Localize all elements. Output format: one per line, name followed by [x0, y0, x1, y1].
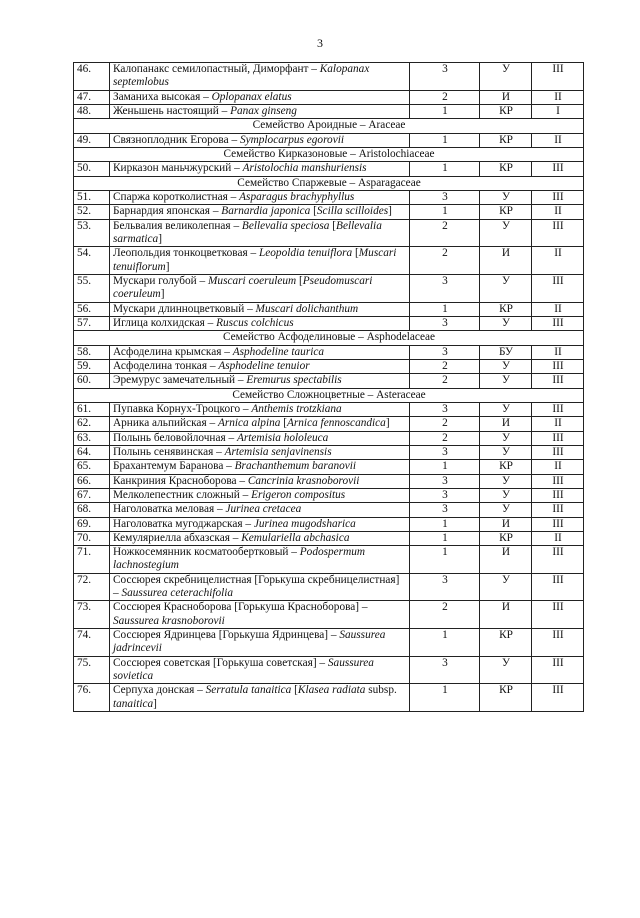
- protection-class: III: [532, 219, 584, 247]
- name-text: Мелколепестник сложный –: [113, 488, 252, 501]
- species-name: [110, 133, 410, 147]
- family-header-row: [74, 388, 584, 402]
- table-row: [74, 359, 584, 373]
- latin-name: Anthemis trotzkiana: [251, 402, 342, 415]
- name-text: Спаржа коротколистная –: [113, 190, 240, 203]
- status-code: И: [480, 517, 532, 531]
- protection-class: III: [532, 431, 584, 445]
- latin-name: Kemulariella abchasica: [241, 531, 350, 544]
- rarity-category: 3: [410, 656, 480, 684]
- species-name: [110, 503, 410, 517]
- species-name: [110, 205, 410, 219]
- species-name: [110, 63, 410, 91]
- row-number: 57.: [74, 316, 110, 330]
- name-text: Калопанакс семилопастный, Диморфант –: [113, 63, 320, 75]
- name-text: Пупавка Корнух-Троцкого –: [113, 402, 252, 415]
- protection-class: III: [532, 503, 584, 517]
- protection-class: III: [532, 656, 584, 684]
- row-number: 76.: [74, 684, 110, 712]
- table-row: [74, 345, 584, 359]
- row-number: 68.: [74, 503, 110, 517]
- species-name: [110, 104, 410, 118]
- table-row: [74, 460, 584, 474]
- status-code: КР: [480, 460, 532, 474]
- latin-name: Erigeron compositus: [251, 488, 346, 501]
- row-number: 61.: [74, 402, 110, 416]
- protection-class: III: [532, 359, 584, 373]
- rarity-category: 2: [410, 374, 480, 388]
- rarity-category: 2: [410, 219, 480, 247]
- latin-name: Saussurea sovietica: [113, 656, 374, 683]
- row-number: 58.: [74, 345, 110, 359]
- latin-name: Asphodeline taurica: [232, 345, 325, 358]
- name-text: Асфоделина крымская –: [113, 345, 233, 358]
- latin-name: Asphodeline tenuior: [218, 359, 310, 372]
- table-row: [74, 474, 584, 488]
- row-number: 56.: [74, 302, 110, 316]
- name-text: [: [280, 417, 287, 430]
- rarity-category: 3: [410, 274, 480, 302]
- protection-class: II: [532, 90, 584, 104]
- table-row: [74, 488, 584, 502]
- status-code: КР: [480, 205, 532, 219]
- status-code: У: [480, 573, 532, 601]
- name-text: subsp.: [365, 684, 397, 697]
- latin-name: Symplocarpus egorovii: [239, 133, 344, 146]
- latin-name: Klasea radiata: [297, 684, 366, 697]
- rarity-category: 2: [410, 601, 480, 629]
- row-number: 69.: [74, 517, 110, 531]
- family-name: Семейство Ароидные – Araceae: [74, 119, 584, 133]
- rarity-category: 2: [410, 90, 480, 104]
- name-text: ]: [388, 205, 392, 218]
- name-text: Иглица колхидская –: [113, 316, 217, 329]
- protection-class: III: [532, 684, 584, 712]
- table-row: [74, 90, 584, 104]
- row-number: 70.: [74, 531, 110, 545]
- latin-name: Cancrinia krasnoborovii: [247, 474, 360, 487]
- status-code: КР: [480, 133, 532, 147]
- rarity-category: 2: [410, 417, 480, 431]
- rarity-category: 2: [410, 431, 480, 445]
- name-text: Бельвалия великолепная –: [113, 219, 242, 232]
- name-text: Мускари голубой –: [113, 274, 209, 287]
- table-row: [74, 431, 584, 445]
- latin-name: Podospermum lachnostegium: [113, 546, 366, 572]
- name-text: ]: [153, 697, 157, 710]
- name-text: [: [352, 247, 359, 260]
- latin-name: Muscari tenuiflorum: [113, 247, 397, 273]
- name-text: [: [291, 684, 298, 697]
- family-header-row: [74, 176, 584, 190]
- table-row: [74, 417, 584, 431]
- name-text: Кемуляриелла абхазская –: [113, 531, 242, 544]
- latin-name: Artemisia senjavinensis: [224, 445, 332, 458]
- protection-class: III: [532, 374, 584, 388]
- table-row: [74, 629, 584, 657]
- name-text: Соссюрея Ядринцева [Горькуша Ядринцева] –: [113, 629, 340, 642]
- row-number: 55.: [74, 274, 110, 302]
- protection-class: III: [532, 274, 584, 302]
- protection-class: III: [532, 546, 584, 574]
- rarity-category: 3: [410, 402, 480, 416]
- rarity-category: 1: [410, 460, 480, 474]
- rarity-category: 1: [410, 104, 480, 118]
- latin-name: Brachanthemum baranovii: [234, 460, 357, 473]
- rarity-category: 3: [410, 445, 480, 459]
- latin-name: Asparagus brachyphyllus: [239, 190, 355, 203]
- protection-class: II: [532, 345, 584, 359]
- species-name: [110, 629, 410, 657]
- row-number: 60.: [74, 374, 110, 388]
- species-table-body: [74, 63, 584, 712]
- page-number: 3: [317, 36, 323, 50]
- status-code: У: [480, 359, 532, 373]
- rarity-category: 3: [410, 63, 480, 91]
- table-row: [74, 247, 584, 275]
- row-number: 52.: [74, 205, 110, 219]
- latin-name: Jurinea cretacea: [225, 503, 302, 516]
- latin-name: Bellevalia speciosa: [241, 219, 330, 232]
- name-text: Полынь сенявинская –: [113, 445, 225, 458]
- name-text: [: [329, 219, 337, 232]
- latin-name: Arnica fennoscandica: [286, 417, 386, 430]
- row-number: 53.: [74, 219, 110, 247]
- table-row: [74, 503, 584, 517]
- status-code: У: [480, 474, 532, 488]
- table-row: [74, 205, 584, 219]
- status-code: И: [480, 247, 532, 275]
- table-row: [74, 190, 584, 204]
- species-name: [110, 445, 410, 459]
- name-text: Соссюрея советская [Горькуша советская] –: [113, 656, 328, 669]
- name-text: [: [310, 205, 317, 218]
- name-text: Кирказон маньчжурский –: [113, 162, 243, 175]
- table-row: [74, 517, 584, 531]
- row-number: 65.: [74, 460, 110, 474]
- status-code: КР: [480, 531, 532, 545]
- protection-class: III: [532, 488, 584, 502]
- status-code: У: [480, 374, 532, 388]
- name-text: Соссюрея Красноборова [Горькуша Красноборова] –: [113, 601, 368, 614]
- species-name: [110, 488, 410, 502]
- name-text: Полынь беловойлочная –: [113, 431, 237, 444]
- row-number: 62.: [74, 417, 110, 431]
- family-name: Семейство Спаржевые – Asparagaceae: [74, 176, 584, 190]
- table-row: [74, 402, 584, 416]
- name-text: Эремурус замечательный –: [113, 374, 247, 387]
- rarity-category: 3: [410, 190, 480, 204]
- table-row: [74, 219, 584, 247]
- protection-class: III: [532, 517, 584, 531]
- table-row: [74, 133, 584, 147]
- species-name: [110, 517, 410, 531]
- name-text: [: [296, 274, 303, 287]
- status-code: У: [480, 316, 532, 330]
- row-number: 72.: [74, 573, 110, 601]
- table-row: [74, 684, 584, 712]
- status-code: КР: [480, 629, 532, 657]
- row-number: 74.: [74, 629, 110, 657]
- species-name: [110, 531, 410, 545]
- species-name: [110, 474, 410, 488]
- rarity-category: 2: [410, 359, 480, 373]
- species-name: [110, 162, 410, 176]
- latin-name: Scilla scilloides: [316, 205, 389, 218]
- rarity-category: 1: [410, 162, 480, 176]
- species-table: [73, 62, 584, 712]
- family-name: Семейство Кирказоновые – Aristolochiaceae: [74, 147, 584, 161]
- row-number: 54.: [74, 247, 110, 275]
- name-text: Ножкосемянник косматообертковый –: [113, 546, 300, 559]
- latin-name: Jurinea mugodsharica: [253, 517, 356, 530]
- row-number: 50.: [74, 162, 110, 176]
- rarity-category: 1: [410, 531, 480, 545]
- rarity-category: 3: [410, 474, 480, 488]
- protection-class: II: [532, 302, 584, 316]
- latin-name: Pseudomuscari coeruleum: [113, 274, 373, 301]
- protection-class: II: [532, 531, 584, 545]
- status-code: КР: [480, 104, 532, 118]
- table-row: [74, 445, 584, 459]
- row-number: 64.: [74, 445, 110, 459]
- table-row: [74, 601, 584, 629]
- family-header-row: [74, 147, 584, 161]
- status-code: БУ: [480, 345, 532, 359]
- status-code: КР: [480, 684, 532, 712]
- table-row: [74, 162, 584, 176]
- species-name: [110, 316, 410, 330]
- rarity-category: 3: [410, 316, 480, 330]
- table-row: [74, 531, 584, 545]
- species-name: [110, 431, 410, 445]
- row-number: 67.: [74, 488, 110, 502]
- rarity-category: 3: [410, 573, 480, 601]
- species-name: [110, 345, 410, 359]
- protection-class: II: [532, 133, 584, 147]
- status-code: У: [480, 445, 532, 459]
- species-name: [110, 219, 410, 247]
- latin-name: Leopoldia tenuiflora: [258, 247, 353, 260]
- protection-class: III: [532, 402, 584, 416]
- status-code: У: [480, 503, 532, 517]
- latin-name: Serratula tanaitica: [205, 684, 292, 697]
- species-name: [110, 374, 410, 388]
- rarity-category: 3: [410, 488, 480, 502]
- name-text: Мускари длинноцветковый –: [113, 302, 256, 315]
- latin-name: Kalopanax septemlobus: [113, 63, 370, 89]
- rarity-category: 1: [410, 546, 480, 574]
- row-number: 66.: [74, 474, 110, 488]
- protection-class: III: [532, 573, 584, 601]
- latin-name: Aristolochia manshuriensis: [242, 162, 367, 175]
- protection-class: III: [532, 316, 584, 330]
- status-code: У: [480, 219, 532, 247]
- species-name: [110, 417, 410, 431]
- species-name: [110, 573, 410, 601]
- species-name: [110, 247, 410, 275]
- family-name: Семейство Сложноцветные – Asteraceae: [74, 388, 584, 402]
- rarity-category: 1: [410, 629, 480, 657]
- latin-name: Panax ginseng: [230, 104, 297, 117]
- name-text: Соссюрея скребницелистная [Горькуша скребницелистная] –: [113, 573, 400, 600]
- status-code: И: [480, 90, 532, 104]
- status-code: У: [480, 431, 532, 445]
- name-text: Канкриния Красноборова –: [113, 474, 248, 487]
- row-number: 59.: [74, 359, 110, 373]
- protection-class: III: [532, 63, 584, 91]
- latin-name: Artemisia hololeuca: [236, 431, 329, 444]
- name-text: Барнардия японская –: [113, 205, 222, 218]
- name-text: Серпуха донская –: [113, 684, 206, 697]
- table-row: [74, 656, 584, 684]
- species-name: [110, 90, 410, 104]
- name-text: ]: [158, 232, 162, 245]
- species-name: [110, 302, 410, 316]
- status-code: У: [480, 190, 532, 204]
- protection-class: III: [532, 445, 584, 459]
- latin-name: Barnardia japonica: [221, 205, 311, 218]
- species-name: [110, 274, 410, 302]
- protection-class: III: [532, 629, 584, 657]
- name-text: Асфоделина тонкая –: [113, 359, 219, 372]
- name-text: ]: [385, 417, 390, 430]
- rarity-category: 1: [410, 133, 480, 147]
- family-name: Семейство Асфоделиновые – Asphodelaceae: [74, 331, 584, 345]
- rarity-category: 3: [410, 345, 480, 359]
- row-number: 73.: [74, 601, 110, 629]
- row-number: 51.: [74, 190, 110, 204]
- latin-name: Muscari dolichanthum: [255, 302, 359, 315]
- status-code: У: [480, 63, 532, 91]
- name-text: Наголоватка мугоджарская –: [113, 517, 254, 530]
- name-text: Леопольдия тонкоцветковая –: [113, 247, 259, 260]
- name-text: Арника альпийская –: [113, 417, 218, 430]
- protection-class: II: [532, 460, 584, 474]
- name-text: Заманиха высокая –: [113, 90, 212, 103]
- rarity-category: 2: [410, 247, 480, 275]
- status-code: У: [480, 656, 532, 684]
- row-number: 46.: [74, 63, 110, 91]
- species-name: [110, 601, 410, 629]
- name-text: Связноплодник Егорова –: [113, 133, 240, 146]
- status-code: У: [480, 274, 532, 302]
- protection-class: I: [532, 104, 584, 118]
- latin-name: Bellevalia sarmatica: [113, 219, 382, 245]
- row-number: 47.: [74, 90, 110, 104]
- species-name: [110, 684, 410, 712]
- status-code: КР: [480, 302, 532, 316]
- status-code: И: [480, 417, 532, 431]
- species-name: [110, 656, 410, 684]
- latin-name: Saussurea jadrincevii: [113, 629, 386, 655]
- name-text: ]: [160, 288, 165, 301]
- table-row: [74, 374, 584, 388]
- row-number: 48.: [74, 104, 110, 118]
- table-row: [74, 274, 584, 302]
- row-number: 49.: [74, 133, 110, 147]
- protection-class: III: [532, 601, 584, 629]
- protection-class: II: [532, 247, 584, 275]
- family-header-row: [74, 331, 584, 345]
- table-row: [74, 104, 584, 118]
- protection-class: III: [532, 190, 584, 204]
- table-row: [74, 302, 584, 316]
- latin-name: Saussurea krasnoborovii: [113, 614, 225, 627]
- name-text: Наголоватка меловая –: [113, 503, 226, 516]
- row-number: 71.: [74, 546, 110, 574]
- protection-class: II: [532, 205, 584, 219]
- status-code: У: [480, 402, 532, 416]
- table-row: [74, 63, 584, 91]
- name-text: ]: [165, 260, 170, 273]
- protection-class: III: [532, 474, 584, 488]
- rarity-category: 1: [410, 302, 480, 316]
- latin-name: Oplopanax elatus: [211, 90, 292, 103]
- rarity-category: 3: [410, 503, 480, 517]
- latin-name: Ruscus colchicus: [216, 316, 294, 329]
- protection-class: II: [532, 417, 584, 431]
- table-row: [74, 573, 584, 601]
- latin-name: Arnica alpina: [217, 417, 281, 430]
- row-number: 75.: [74, 656, 110, 684]
- rarity-category: 1: [410, 205, 480, 219]
- latin-name: Muscari coeruleum: [208, 274, 297, 287]
- status-code: И: [480, 601, 532, 629]
- status-code: У: [480, 488, 532, 502]
- table-row: [74, 546, 584, 574]
- protection-class: III: [532, 162, 584, 176]
- latin-name: tanaitica: [113, 697, 154, 710]
- latin-name: Eremurus spectabilis: [246, 374, 342, 387]
- row-number: 63.: [74, 431, 110, 445]
- name-text: Женьшень настоящий –: [113, 104, 231, 117]
- latin-name: Saussurea ceterachifolia: [121, 587, 234, 600]
- rarity-category: 1: [410, 684, 480, 712]
- status-code: КР: [480, 162, 532, 176]
- family-header-row: [74, 119, 584, 133]
- species-name: [110, 402, 410, 416]
- species-name: [110, 460, 410, 474]
- species-name: [110, 359, 410, 373]
- rarity-category: 1: [410, 517, 480, 531]
- status-code: И: [480, 546, 532, 574]
- name-text: Брахантемум Баранова –: [113, 460, 235, 473]
- table-row: [74, 316, 584, 330]
- species-name: [110, 546, 410, 574]
- species-name: [110, 190, 410, 204]
